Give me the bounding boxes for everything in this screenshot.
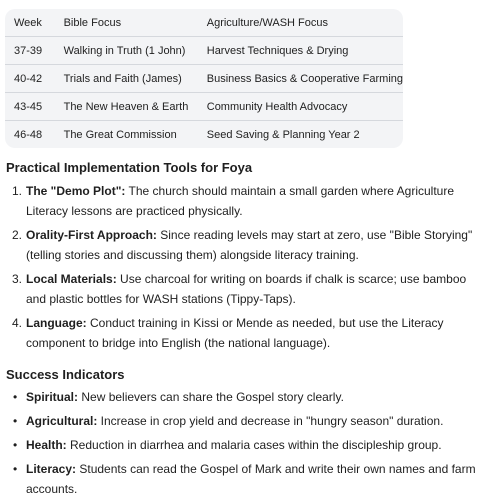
bullet-icon: • xyxy=(13,414,18,428)
table-row xyxy=(5,121,403,149)
list-item-text: Conduct training in Kissi or Mende as needed, but use the Literacy component to bridge into English (the national language). xyxy=(26,316,444,350)
list-item-text: Use charcoal for writing on boards if chalk is scarce; use bamboo and plastic bottles for WASH stations (Tippy-Taps). xyxy=(26,272,467,306)
list-item xyxy=(6,411,476,431)
list-item-text: New believers can share the Gospel story clearly. xyxy=(78,390,344,404)
list-item-text: Increase in crop yield and decrease in "hungry season" duration. xyxy=(97,414,444,428)
curriculum-table-grid xyxy=(5,9,403,148)
indicators-heading: Success Indicators xyxy=(6,367,125,382)
table-cell-agriculture-focus: Harvest Techniques & Drying xyxy=(198,37,403,65)
table-row xyxy=(5,65,403,93)
list-number: 1. xyxy=(12,184,23,198)
table-cell-agriculture-focus: Community Health Advocacy xyxy=(198,93,403,121)
column-header-week: Week xyxy=(5,9,55,37)
list-item xyxy=(6,225,476,265)
list-item-text: Students can read the Gospel of Mark and write their own names and farm accounts. xyxy=(26,462,476,496)
tools-list xyxy=(6,181,476,357)
table-header-row xyxy=(5,9,403,37)
table-row xyxy=(5,93,403,121)
table-row xyxy=(5,37,403,65)
list-item-label: Orality-First Approach: xyxy=(26,228,157,242)
table-cell-agriculture-focus: Business Basics & Cooperative Farming xyxy=(198,65,403,93)
column-header-bible-focus: Bible Focus xyxy=(55,9,198,37)
list-item xyxy=(6,387,476,407)
list-item xyxy=(6,181,476,221)
list-item xyxy=(6,459,476,499)
bullet-icon: • xyxy=(13,438,18,452)
table-cell-bible-focus: Trials and Faith (James) xyxy=(55,65,198,93)
list-number: 2. xyxy=(12,228,23,242)
list-item-text: Reduction in diarrhea and malaria cases within the discipleship group. xyxy=(66,438,442,452)
table-cell-week: 40-42 xyxy=(5,65,55,93)
bullet-icon: • xyxy=(13,462,18,476)
table-cell-week: 43-45 xyxy=(5,93,55,121)
table-cell-agriculture-focus: Seed Saving & Planning Year 2 xyxy=(206,128,360,141)
list-item-label: Spiritual: xyxy=(26,390,79,404)
table-cell-bible-focus: Walking in Truth (1 John) xyxy=(55,37,198,65)
bullet-icon: • xyxy=(13,390,18,404)
list-item-text: The church should maintain a small garden where Agriculture Literacy lessons are practiced physically. xyxy=(26,184,455,218)
column-header-agriculture-focus: Agriculture/WASH Focus xyxy=(198,9,403,37)
list-item-text: Since reading levels may start at zero, use "Bible Storying" (telling stories and discussing them) alongside literacy training. xyxy=(26,228,473,262)
list-item-label: Language: xyxy=(26,316,87,330)
list-item xyxy=(6,269,476,309)
list-item-label: Health: xyxy=(26,438,67,452)
list-number: 4. xyxy=(12,316,23,330)
table-cell-bible-focus: The Great Commission xyxy=(63,128,177,141)
table-cell-week: 37-39 xyxy=(5,37,55,65)
curriculum-table xyxy=(5,9,403,148)
list-item xyxy=(6,313,476,353)
list-item xyxy=(6,435,476,455)
list-number: 3. xyxy=(12,272,23,286)
list-item-label: Agricultural: xyxy=(26,414,98,428)
tools-heading: Practical Implementation Tools for Foya xyxy=(6,160,253,175)
table-cell-bible-focus: The New Heaven & Earth xyxy=(55,93,198,121)
table-cell-week: 46-48 xyxy=(14,128,43,141)
indicators-list xyxy=(6,387,476,503)
list-item-label: The "Demo Plot": xyxy=(26,184,126,198)
list-item-label: Local Materials: xyxy=(26,272,117,286)
list-item-label: Literacy: xyxy=(26,462,77,476)
